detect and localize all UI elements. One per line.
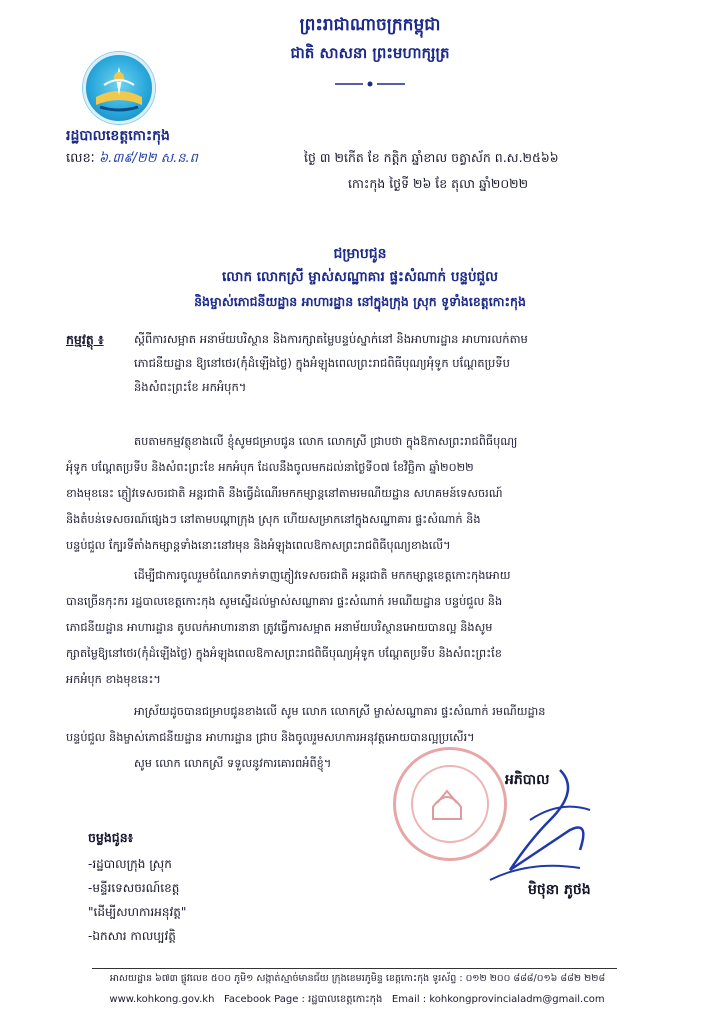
subject-line-1: ស្តីពីការសម្អាត អនាម័យបរិស្ថាន និងការក្សាតម្លៃបន្ទប់ស្នាក់នៅ និងអាហារដ្ឋាន អាហារលក់តាម — [134, 332, 528, 346]
provincial-logo — [83, 52, 155, 124]
paragraph-3-line-1: អាស្រ័យដូចបានជម្រាបជូនខាងលើ សូម លោក លោកស្រី ម្ចាស់សណ្ឋាគារ ផ្ទះសំណាក់ រមណីយដ្ឋាន — [134, 705, 546, 718]
paragraph-2-line-1: ដើម្បីជាការចូលរួមចំណែកទាក់ទាញភ្ញៀវទេសចរជាតិ អន្តរជាតិ មកកម្សាន្តខេត្តកោះកុងអោយ — [134, 569, 511, 582]
recipient-line-1: លោក លោកស្រី ម្ចាស់សណ្ឋាគារ ផ្ទះសំណាក់ បន្ទប់ជួល — [222, 269, 498, 285]
paragraph-1-line-5: បន្ទប់ជួល ក្បែរទីតាំងកម្សាន្តទាំងនោះនៅរមុន និងអំឡុងពេលឱកាសព្រះរាជពិធីបុណ្យខាងលើ។ — [66, 539, 451, 552]
signatory-role: អភិបាល — [505, 772, 550, 788]
reference-number: ៦.៣៩/២២ ស.ន.ព — [98, 151, 198, 166]
reference-line — [66, 150, 198, 169]
recipient-line-2: និងម្ចាស់ភោជនីយដ្ឋាន អាហារដ្ឋាន នៅក្នុងក្រុង ស្រុក ទូទាំងខេត្តកោះកុង — [194, 294, 526, 309]
cc-item-3: "ដើម្បីសហការអនុវត្ត" — [88, 905, 187, 919]
paragraph-1-line-1: តបតាមកម្មវត្ថុខាងលើ ខ្ញុំសូមជម្រាបជូន លោក លោកស្រី ជ្រាបថា ក្នុងឱកាសព្រះរាជពិធីបុណ្យ — [134, 435, 518, 448]
date-lunar: ថ្ងៃ ៣ ២កើត ខែ កត្តិក ឆ្នាំខាល ចត្វាស័ក ព.ស.២៥៦៦ — [304, 150, 559, 165]
recipient-title: ជម្រាបជូន — [333, 246, 387, 262]
cc-item-4: -ឯកសារ កាលប្បវត្តិ — [88, 929, 176, 943]
reference-prefix: លេខៈ — [66, 151, 95, 166]
cc-item-2: -មន្ទីរទេសចរណ៍ខេត្ត — [88, 881, 180, 895]
paragraph-2-line-3: ភោជនីយដ្ឋាន អាហារដ្ឋាន តូបលក់អាហារនានា ត្រូវធ្វើការសម្អាត អនាម័យបរិស្ថានអោយបានល្អ និងសូម — [66, 621, 493, 634]
footer-email-label: Email : — [391, 994, 427, 1005]
paragraph-2-line-5: អកអំបុក ខាងមុខនេះ។ — [66, 673, 161, 686]
cc-item-1: -រដ្ឋបាលក្រុង ស្រុក — [88, 857, 172, 871]
authority-name: រដ្ឋបាលខេត្តកោះកុង — [66, 128, 170, 144]
subject-line-2: ភោជនីយដ្ឋាន ឱ្យនៅថេរ(កុំដំឡើងថ្លៃ) ក្នុងអំឡុងពេលព្រះរាជពិធីបុណ្យអុំទូក បណ្តែតប្រទីប — [134, 356, 510, 370]
footer-address: អាសយដ្ឋាន ៦៧៣ ផ្លូវលេខ ៥០០ ភូមិ១ សង្កាត់ស្មាច់មានជ័យ ក្រុងខេមរភូមិន្ទ ខេត្តកោះកុង ទូរស័ព្ទ : ០១២ ២០០ ៨៨៨/០១៦ ៨៨២ ២២៨ — [109, 973, 606, 984]
paragraph-1-line-3: ខាងមុខនេះ ភ្ញៀវទេសចរជាតិ អន្តរជាតិ នឹងធ្វើដំណើរមកកម្សាន្តនៅតាមរមណីយដ្ឋាន សហគមន៍ទេសចរណ៍ — [66, 487, 503, 500]
date-solar: កោះកុង ថ្ងៃទី ២៦ ខែ តុលា ឆ្នាំ២០២២ — [348, 176, 529, 191]
paragraph-2-line-2: បានច្រើនកុះករ រដ្ឋបាលខេត្តកោះកុង សូមស្នើដល់ម្ចាស់សណ្ឋាគារ ផ្ទះសំណាក់ រមណីយដ្ឋាន បន្ទប់ជួល និង — [66, 595, 503, 608]
subject-label: កម្មវត្ថុ ៖ — [66, 332, 104, 347]
footer-contacts — [92, 992, 622, 1007]
paragraph-3-line-2: បន្ទប់ជួល និងម្ចាស់ភោជនីយដ្ឋាន អាហារដ្ឋាន ជ្រាប និងចូលរួមសហការអនុវត្តអោយបានល្អប្រសើរ។ — [66, 731, 475, 744]
signatory-name: មិថុនា ភូថង — [528, 882, 591, 898]
cc-title: ចម្លងជូន៖ — [88, 830, 134, 845]
paragraph-2-line-4: ក្សាតម្លៃឱ្យនៅថេរ(កុំដំឡើងថ្លៃ) ក្នុងអំឡុងពេលឱកាសព្រះរាជពិធីបុណ្យអុំទូក បណ្តែតប្រទីប និងសំពះព្រះខែ — [66, 647, 502, 660]
footer-facebook-value[interactable]: រដ្ឋបាលខេត្តកោះកុង — [308, 994, 383, 1005]
national-motto: ជាតិ សាសនា ព្រះមហាក្សត្រ — [290, 44, 450, 62]
footer-email-value[interactable]: kohkongprovincialadm@gmail.com — [429, 994, 605, 1005]
footer-rule — [92, 968, 617, 969]
footer-website[interactable]: www.kohkong.gov.kh — [109, 994, 215, 1005]
paragraph-1-line-4: និងតំបន់ទេសចរណ៍ផ្សេងៗ នៅតាមបណ្តាក្រុង ស្រុក ហើយសម្រាកនៅក្នុងសណ្ឋាគារ ផ្ទះសំណាក់ និង — [66, 513, 481, 526]
closing-line: សូម លោក លោកស្រី ទទួលនូវការគោរពអំពីខ្ញុំ។ — [134, 757, 332, 770]
footer-facebook-label: Facebook Page : — [223, 994, 305, 1005]
handwritten-signature — [470, 760, 620, 894]
paragraph-1-line-2: អុំទូក បណ្តែតប្រទីប និងសំពះព្រះខែ អកអំបុក ដែលនឹងចូលមកដល់នាថ្ងៃទី០៧ ខែវិច្ឆិកា ឆ្នាំ២០២២ — [66, 461, 474, 474]
motto-ornament — [335, 72, 405, 75]
kingdom-title: ព្រះរាជាណាចក្រកម្ពុជា — [299, 15, 441, 35]
subject-line-3: និងសំពះព្រះខែ អកអំបុក។ — [134, 380, 247, 394]
